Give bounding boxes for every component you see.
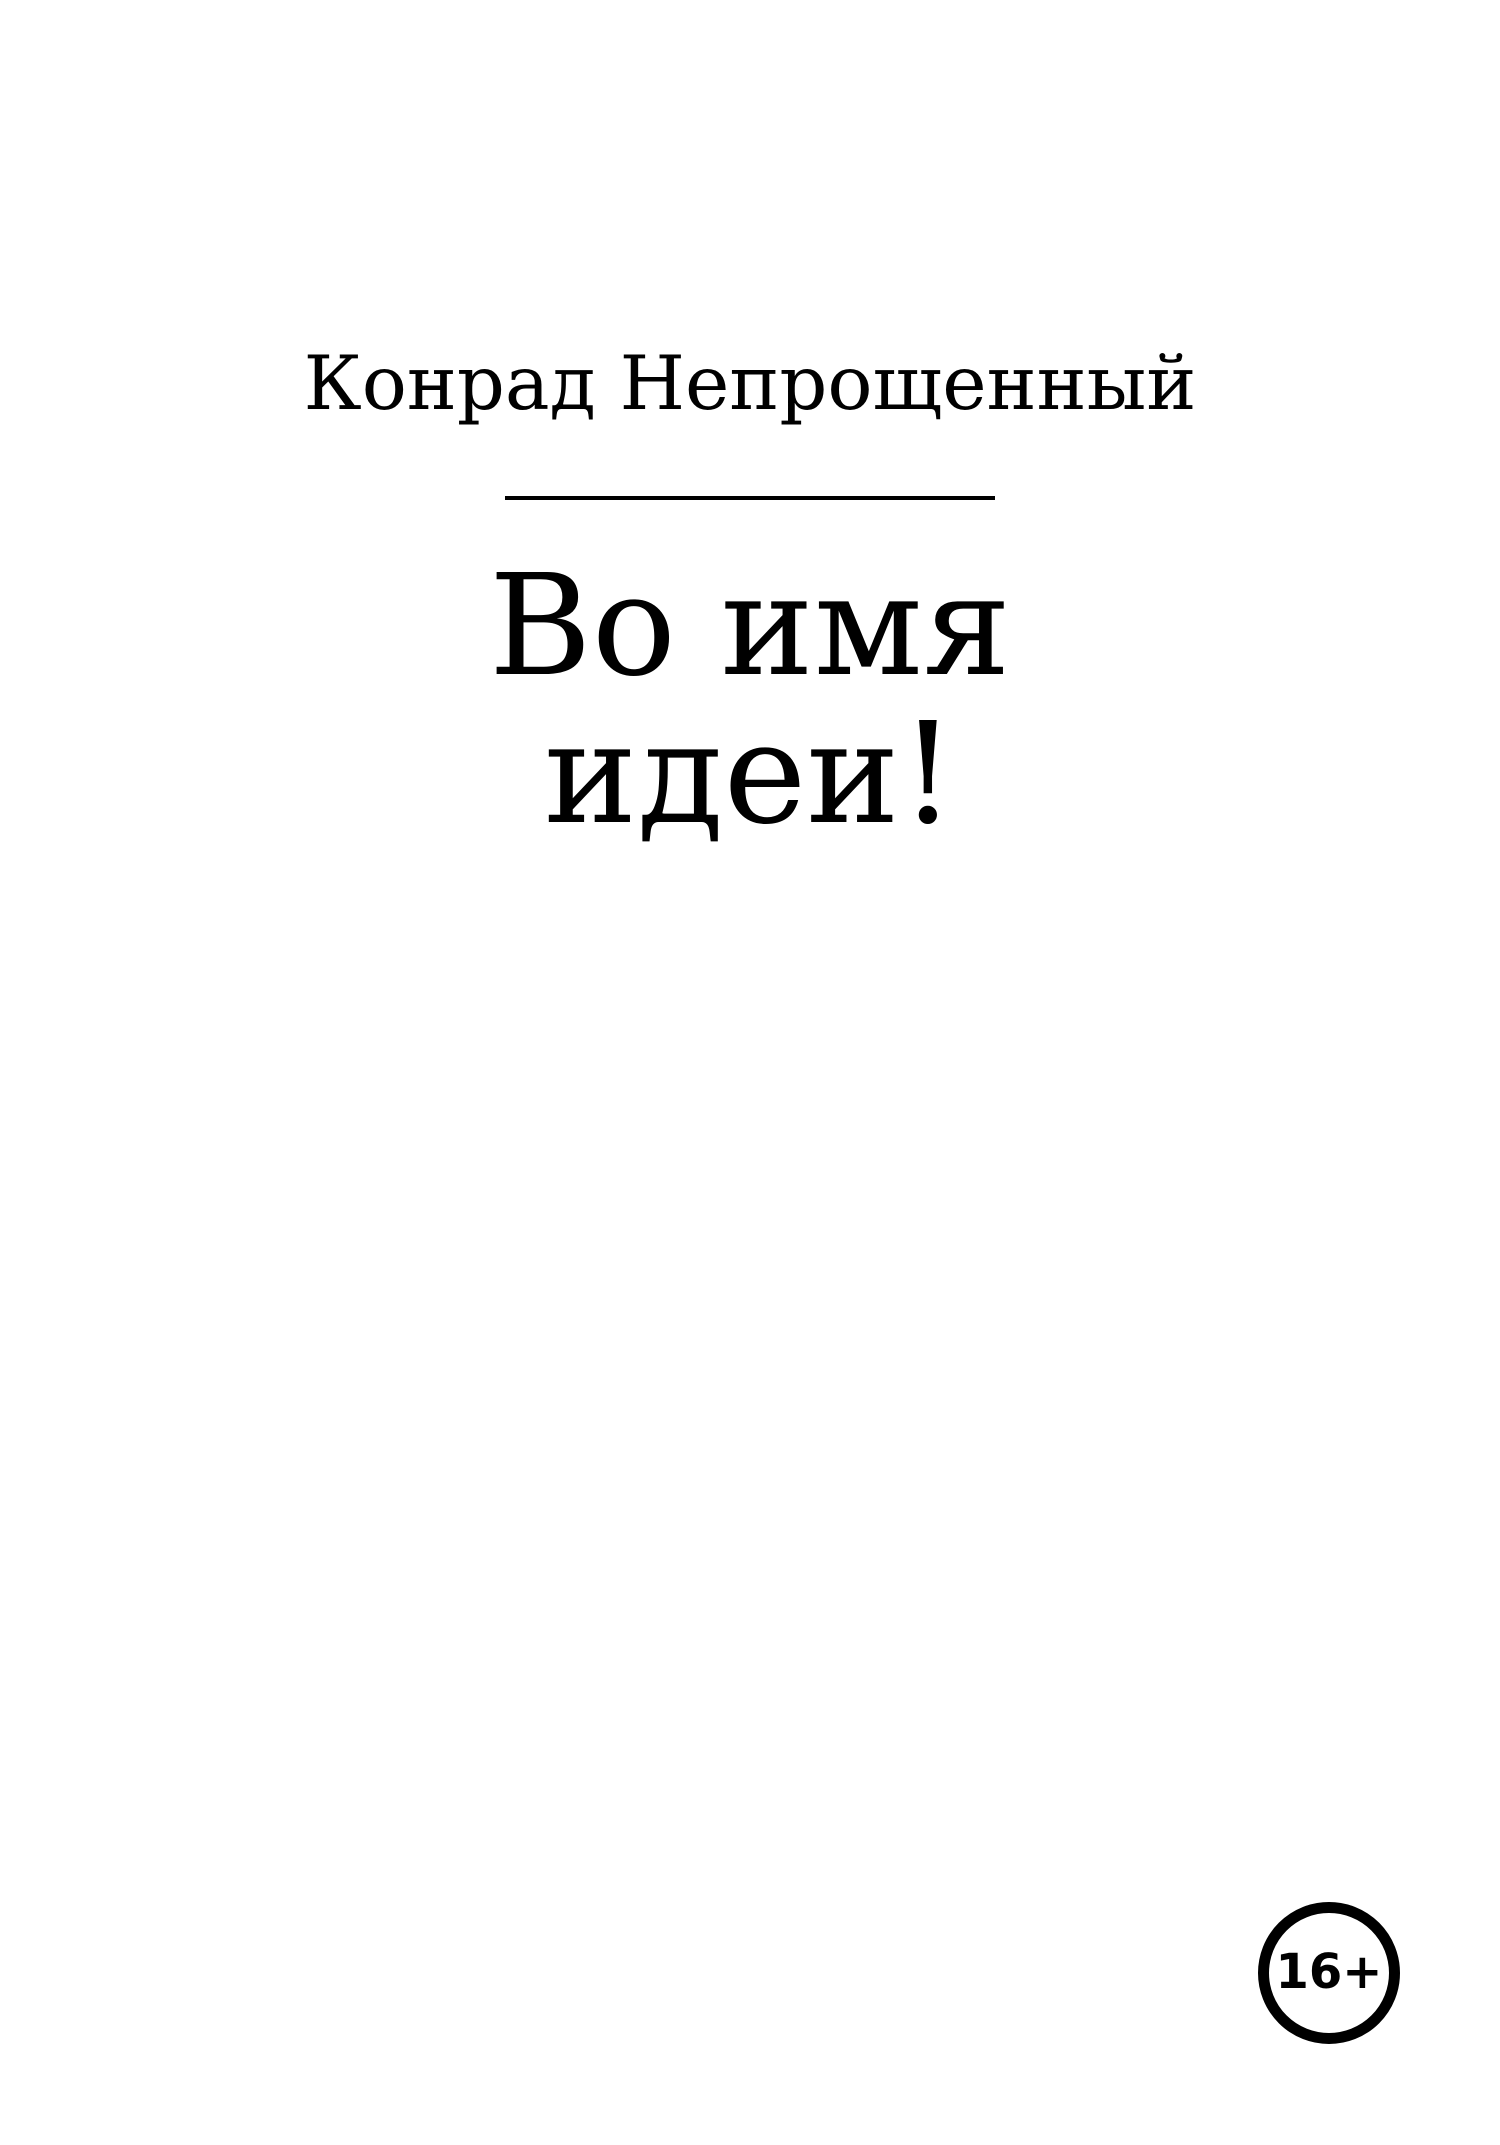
age-rating-label: 16+	[1275, 1944, 1383, 2000]
book-title-line-1: Во имя	[488, 545, 1012, 708]
author-title-divider	[505, 496, 995, 500]
author-name: Конрад Непрощенный	[303, 339, 1197, 427]
book-title	[0, 545, 1500, 856]
age-rating-badge	[1258, 1902, 1400, 2044]
book-title-line-2: идеи!	[544, 693, 956, 856]
